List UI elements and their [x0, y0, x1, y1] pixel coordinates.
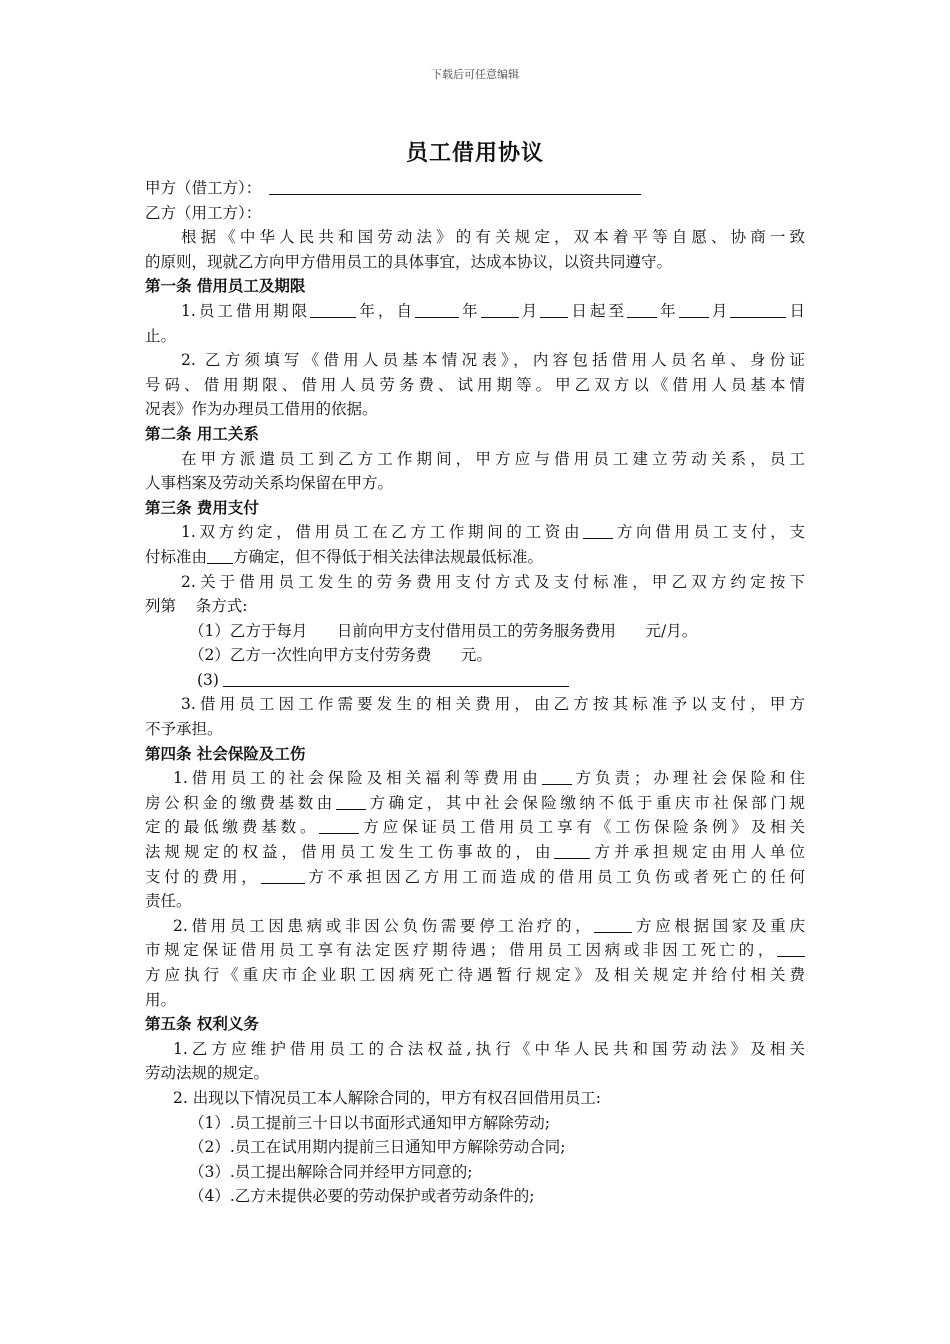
article-1-p2-line: 2. 乙方须填写《借用人员基本情况表》，内容包括借用人员名单、身份证 [181, 351, 805, 370]
article-4-heading: 第四条 社会保险及工伤 [145, 743, 306, 763]
insurance-text: 1.借用员工的社会保险及相关福利等费用由 [173, 769, 542, 788]
article-1-p2-line: 况表》作为办理员工借用的依据。 [145, 400, 378, 419]
article-4-p2-line: 用。 [145, 990, 177, 1009]
payment-text: 付标准由 [145, 547, 208, 566]
article-5-heading: 第五条 权利义务 [145, 1014, 259, 1034]
term-text: 年 [657, 301, 679, 320]
page-header-note: 下载后可任意编辑 [431, 68, 519, 81]
article-3-p1-line [145, 545, 805, 570]
article-4-p2-line [145, 938, 805, 963]
blank-start-day[interactable] [540, 303, 568, 318]
term-text: 1.员工借用期限 [181, 301, 311, 320]
article-3-p3-line: 3.借用员工因工作需要发生的相关费用，由乙方按其标准予以支付，甲方 [181, 695, 805, 714]
article-4-p1-line [145, 791, 805, 816]
payment-text: 方确定，但不得低于相关法律法规最低标准。 [233, 547, 544, 566]
blank-end-month[interactable] [679, 303, 709, 318]
payment-option-1: （1）乙方于每月 日前向甲方支付借用员工的劳务服务费用 元/月。 [189, 621, 698, 640]
insurance-text: 支付的费用， [145, 867, 261, 886]
blank-wage-party[interactable] [583, 524, 613, 539]
term-text: 日 [786, 301, 805, 320]
article-4-p2-line [145, 914, 805, 939]
blank-injury-party[interactable] [319, 819, 359, 834]
article-1-term-end: 止。 [145, 326, 177, 345]
insurance-text: 法规规定的权益，借用员工发生工伤事故的，由 [145, 843, 555, 862]
party-b-line [145, 201, 805, 226]
intro-line: 根据《中华人民共和国劳动法》的有关规定，双本着平等自愿、协商一致 [181, 228, 805, 247]
blank-liability-party[interactable] [261, 869, 305, 884]
term-text: 月 [518, 301, 541, 320]
party-a-blank[interactable] [269, 180, 641, 195]
document-title: 员工借用协议 [405, 140, 544, 166]
recall-condition-item: （4）.乙方未提供必要的劳动保护或者劳动条件的; [189, 1187, 535, 1206]
insurance-text: 房公积金的缴费基数由 [145, 793, 336, 812]
article-3-p2-line: 列第 条方式: [145, 597, 248, 616]
recall-condition-item: （2）.员工在试用期内提前三日通知甲方解除劳动合同; [189, 1138, 566, 1157]
article-5-p1-line: 劳动法规的规定。 [145, 1064, 270, 1083]
party-a-line [145, 176, 805, 201]
option-3-blank[interactable] [223, 672, 569, 687]
medical-text: 方应根据国家及重庆 [632, 916, 805, 935]
article-5-p1-line: 1.乙方应维护借用员工的合法权益,执行《中华人民共和国劳动法》及相关 [173, 1039, 805, 1058]
insurance-text: 定的最低缴费基数。 [145, 818, 320, 837]
blank-end-year[interactable] [627, 303, 657, 318]
article-3-p1-line [145, 520, 805, 545]
blank-end-day[interactable] [730, 303, 786, 318]
option-3-label: (3) [197, 670, 219, 689]
blank-standard-party[interactable] [207, 549, 233, 564]
blank-start-month[interactable] [481, 303, 519, 318]
blank-insurance-party[interactable] [542, 770, 572, 785]
article-4-p1-line: 责任。 [145, 892, 192, 911]
insurance-text: 方不承担因乙方用工而造成的借用员工负伤或者死亡的任何 [304, 867, 805, 886]
recall-condition-item: （3）.员工提出解除合同并经甲方同意的; [189, 1162, 473, 1181]
term-text: 日起至 [568, 301, 628, 320]
article-2-line: 人事档案及劳动关系均保留在甲方。 [145, 474, 394, 493]
article-4-p1-line [145, 766, 805, 791]
recall-condition-item: （1）.员工提前三十日以书面形式通知甲方解除劳动; [189, 1113, 551, 1132]
article-4-p2-line: 方应执行《重庆市企业职工因病死亡待遇暂行规定》及相关规定并给付相关费 [145, 966, 805, 984]
party-b-label: 乙方（用工方）： [145, 203, 262, 222]
article-1-term-line [145, 299, 805, 324]
term-text: 年，自 [356, 301, 416, 320]
article-1-heading: 第一条 借用员工及期限 [145, 276, 306, 296]
payment-option-2: （2）乙方一次性向甲方支付劳务费 元。 [189, 646, 492, 665]
article-2-heading: 第二条 用工关系 [145, 423, 259, 443]
article-4-p1-line [145, 840, 805, 865]
blank-start-year[interactable] [415, 303, 459, 318]
article-4-p1-line [145, 815, 805, 840]
party-a-label: 甲方（借工方）： [145, 179, 262, 197]
blank-years[interactable] [310, 303, 356, 318]
article-5-p2-line: 2. 出现以下情况员工本人解除合同的，甲方有权召回借用员工: [173, 1088, 601, 1107]
blank-medical-party[interactable] [594, 918, 632, 933]
article-3-heading: 第三条 费用支付 [145, 497, 259, 517]
medical-text: 2.借用员工因患病或非因公负伤需要停工治疗的， [173, 916, 595, 935]
insurance-text: 方应保证员工借用员工享有《工伤保险条例》及相关 [359, 818, 805, 837]
blank-death-party[interactable] [777, 942, 805, 957]
article-1-p2-line: 号码、借用期限、借用人员劳务费、试用期等。甲乙双方以《借用人员基本情 [145, 375, 805, 394]
article-2-line: 在甲方派遣员工到乙方工作期间，甲方应与借用员工建立劳动关系，员工 [181, 449, 805, 468]
article-3-p2-line: 2.关于借用员工发生的劳务费用支付方式及支付标准，甲乙双方约定按下 [181, 572, 805, 591]
blank-base-party[interactable] [336, 795, 366, 810]
document-body [145, 176, 805, 1209]
payment-text: 1.双方约定，借用员工在乙方工作期间的工资由 [181, 523, 584, 542]
insurance-text: 方负责；办理社会保险和住 [571, 769, 805, 788]
term-text: 月 [708, 301, 731, 320]
insurance-text: 方确定，其中社会保险缴纳不低于重庆市社保部门规 [365, 793, 805, 812]
payment-text: 方向借用员工支付，支 [613, 523, 805, 542]
blank-injury-cost-party[interactable] [554, 844, 590, 859]
article-4-p1-line [145, 865, 805, 890]
insurance-text: 方并承担规定由用人单位 [590, 843, 805, 862]
payment-option-3 [145, 668, 805, 693]
term-text: 年 [459, 301, 481, 320]
intro-line: 的原则，现就乙方向甲方借用员工的具体事宜，达成本协议，以资共同遵守。 [145, 252, 673, 271]
medical-text: 市规定保证借用员工享有法定医疗期待遇；借用员工因病或非因工死亡的， [145, 941, 777, 960]
article-3-p3-line: 不予承担。 [145, 720, 223, 739]
